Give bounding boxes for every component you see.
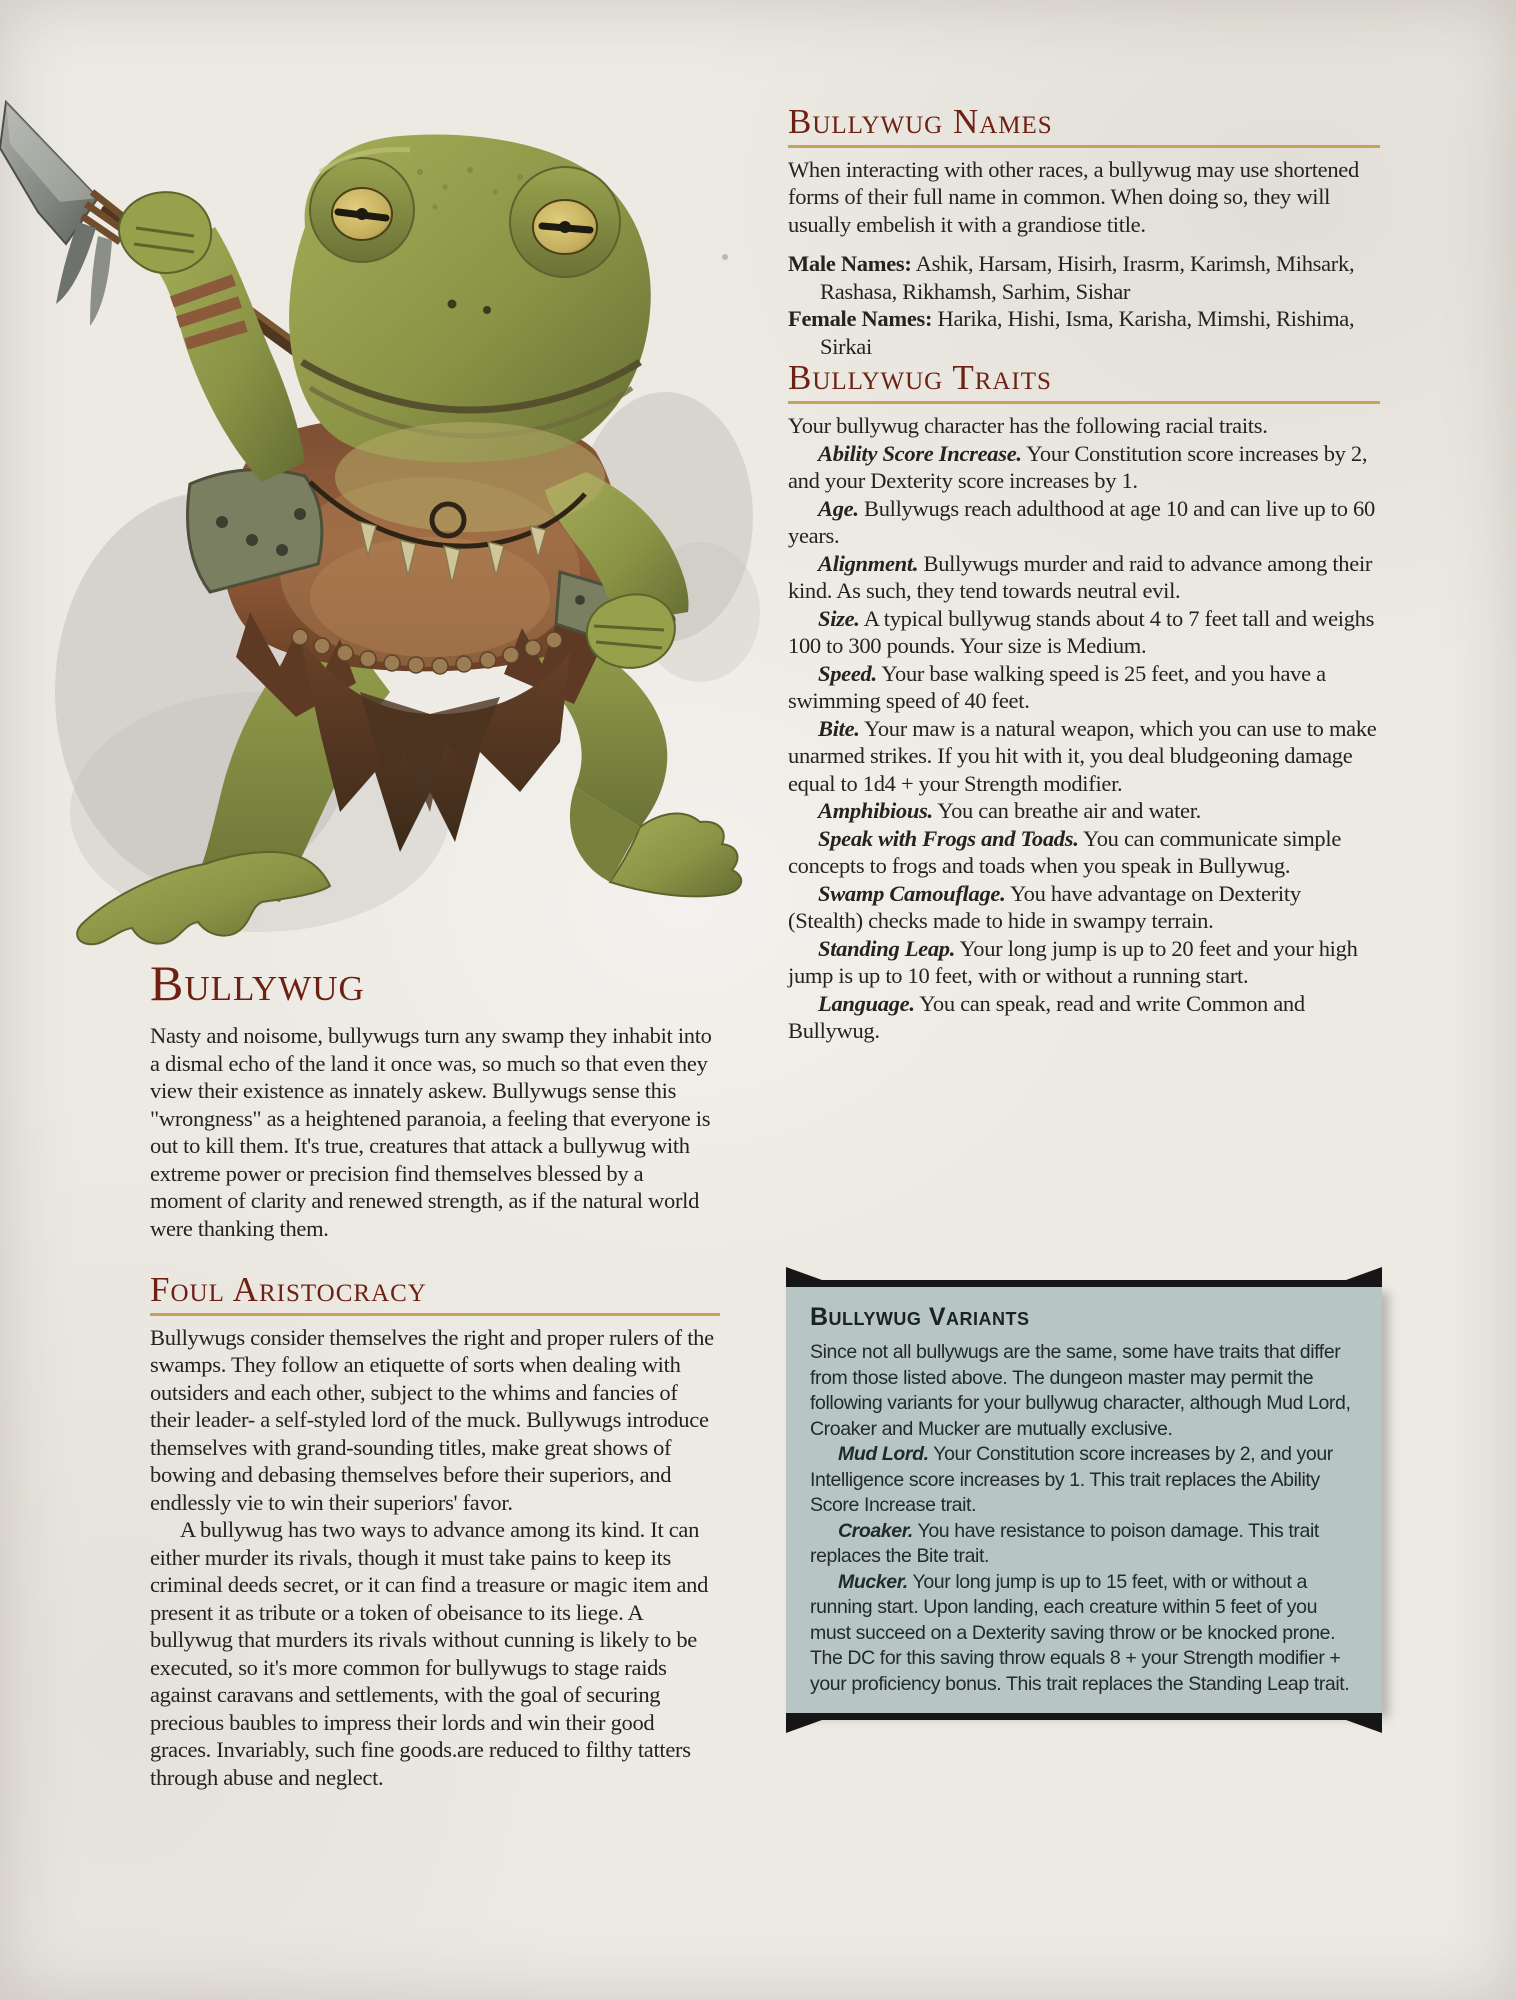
- sidebar-bottom-bar: [786, 1713, 1382, 1720]
- sidebar-intro: Since not all bullywugs are the same, some have traits that differ from those listed above. The dungeon master may permit the following variants for your bullywug character, although Mud Lord, Croaker and Mucker are mutually exclusive.: [810, 1341, 1351, 1440]
- traits-list: [788, 412, 1380, 1045]
- trait-item: [788, 797, 1380, 825]
- female-names-label: Female Names:: [788, 306, 933, 332]
- trait-name: Size.: [818, 605, 860, 631]
- trait-name: Speed.: [818, 660, 877, 686]
- trait-text: Your maw is a natural weapon, which you can use to make unarmed strikes. If you hit with it, you deal bludgeoning damage equal to 1d4 + your Strength modifier.: [788, 715, 1377, 796]
- trait-name: Bite.: [818, 715, 860, 741]
- male-names-label: Male Names:: [788, 251, 912, 277]
- trait-text: A typical bullywug stands about 4 to 7 feet tall and weighs 100 to 300 pounds. Your size is Medium.: [788, 605, 1375, 658]
- variant-text: Your long jump is up to 15 feet, with or without a running start. Upon landing, each creature within 5 feet of you must succeed on a Dexterity saving throw or be knocked prone. The DC for this saving throw equals 8 + your Strength modifier + your proficiency bonus. This trait replaces the Standing Leap trait.: [810, 1570, 1350, 1695]
- trait-item: [788, 825, 1380, 880]
- trait-item: [788, 440, 1380, 495]
- trait-name: Swamp Camouflage.: [818, 880, 1006, 906]
- frog-head: [289, 135, 651, 533]
- foul-aristocracy-paragraph-2: A bullywug has two ways to advance among its kind. It can either murder its rivals, though it must take pains to keep its criminal deeds secret, or it can find a treasure or magic item and present it as tribute or a token of obeisance to its liege. A bullywug that murders its rivals without cunning is likely to be executed, so it's more common for bullywugs to stage raids against caravans and settlements, with the goal of securing precious baubles to impress their lords and win their good graces. Invariably, such fine goods.are reduced to filthy tatters through abuse and neglect.: [150, 1517, 709, 1790]
- trait-text: Your long jump is up to 20 feet and your high jump is up to 10 feet, with or without a running start.: [788, 935, 1358, 988]
- sidebar-top-bar: [786, 1280, 1382, 1287]
- trait-item: [788, 495, 1380, 550]
- trait-item: [788, 935, 1380, 990]
- female-names-line: [788, 305, 1380, 360]
- foul-aristocracy-paragraph-1: Bullywugs consider themselves the right and proper rulers of the swamps. They follow an etiquette of sorts when dealing with outsiders and each other, subject to the whims and fancies of their leader- a self-styled lord of the muck. Bullywugs introduce themselves with grand-sounding titles, make great shows of bowing and debasing themselves before their superiors, and endlessly vie to win their superiors' favor.: [150, 1324, 714, 1515]
- trait-text: You can speak, read and write Common and Bullywug.: [788, 990, 1305, 1043]
- variant-name: Croaker.: [838, 1519, 913, 1542]
- variant-item: [810, 1570, 1360, 1698]
- trait-text: Your Constitution score increases by 2, and your Dexterity score increases by 1.: [788, 440, 1368, 493]
- trait-item: [788, 990, 1380, 1045]
- trait-text: Bullywugs reach adulthood at age 10 and can live up to 60 years.: [788, 495, 1375, 548]
- variant-item: [810, 1442, 1360, 1519]
- variant-text: You have resistance to poison damage. This trait replaces the Bite trait.: [810, 1519, 1319, 1567]
- right-column: [788, 104, 1380, 1045]
- trait-item: [788, 550, 1380, 605]
- intro-paragraph: Nasty and noisome, bullywugs turn any swamp they inhabit into a dismal echo of the land it once was, so much so that even they view their existence as innately askew. Bullywugs sense this "wrongness" as a heightened paranoia, a feeling that everyone is out to kill them. It's true, creatures that attack a bullywug with extreme power or precision find themselves blessed by a moment of clarity and renewed strength, as if the natural world were thanking them.: [150, 1023, 712, 1241]
- trait-text: You can communicate simple concepts to frogs and toads when you speak in Bullywug.: [788, 825, 1342, 878]
- trait-name: Amphibious.: [818, 798, 933, 823]
- trait-name: Standing Leap.: [818, 935, 956, 961]
- variant-item: [810, 1519, 1360, 1570]
- variant-name: Mucker.: [838, 1570, 908, 1593]
- section-heading-bullywug-traits: Bullywug Traits: [788, 360, 1380, 404]
- trait-text: Bullywugs murder and raid to advance among their kind. As such, they tend towards neutral evil.: [788, 550, 1373, 603]
- page-title: Bullywug: [150, 955, 365, 1011]
- trait-item: [788, 660, 1380, 715]
- trait-item: [788, 880, 1380, 935]
- trait-item: [788, 715, 1380, 798]
- traits-intro: Your bullywug character has the following racial traits.: [788, 413, 1268, 438]
- names-intro: When interacting with other races, a bullywug may use shortened forms of their full name in common. When doing so, they will usually embelish it with a grandiose title.: [788, 156, 1359, 237]
- trait-item: [788, 605, 1380, 660]
- female-names-value: Harika, Hishi, Isma, Karisha, Mimshi, Rishima, Sirkai: [820, 306, 1355, 359]
- trait-name: Age.: [818, 495, 859, 521]
- name-lists: [788, 250, 1380, 360]
- trait-text: You have advantage on Dexterity (Stealth) checks made to hide in swampy terrain.: [788, 880, 1301, 933]
- section-heading-bullywug-names: Bullywug Names: [788, 104, 1380, 148]
- trait-name: Ability Score Increase.: [818, 440, 1022, 466]
- sidebar-body: [786, 1287, 1382, 1713]
- trait-text: Your base walking speed is 25 feet, and you have a swimming speed of 40 feet.: [788, 660, 1326, 713]
- trait-name: Alignment.: [818, 550, 919, 576]
- male-names-value: Ashik, Harsam, Hisirh, Irasrm, Karimsh, Mihsark, Rashasa, Rikhamsh, Sarhim, Sishar: [820, 251, 1355, 304]
- variants-sidebar: [786, 1280, 1382, 1720]
- variant-text: Your Constitution score increases by 2, and your Intelligence score increases by 1. This trait replaces the Ability Score Increase trait.: [810, 1443, 1333, 1516]
- trait-name: Language.: [818, 990, 915, 1016]
- trait-text: You can breathe air and water.: [937, 798, 1201, 823]
- male-names-line: [788, 250, 1380, 305]
- sidebar-title: Bullywug Variants: [810, 1303, 1030, 1331]
- section-heading-foul-aristocracy: Foul Aristocracy: [150, 1272, 720, 1316]
- variant-name: Mud Lord.: [838, 1443, 929, 1465]
- left-column: [150, 955, 720, 1791]
- trait-name: Speak with Frogs and Toads.: [818, 825, 1079, 851]
- bullywug-illustration: [0, 52, 778, 960]
